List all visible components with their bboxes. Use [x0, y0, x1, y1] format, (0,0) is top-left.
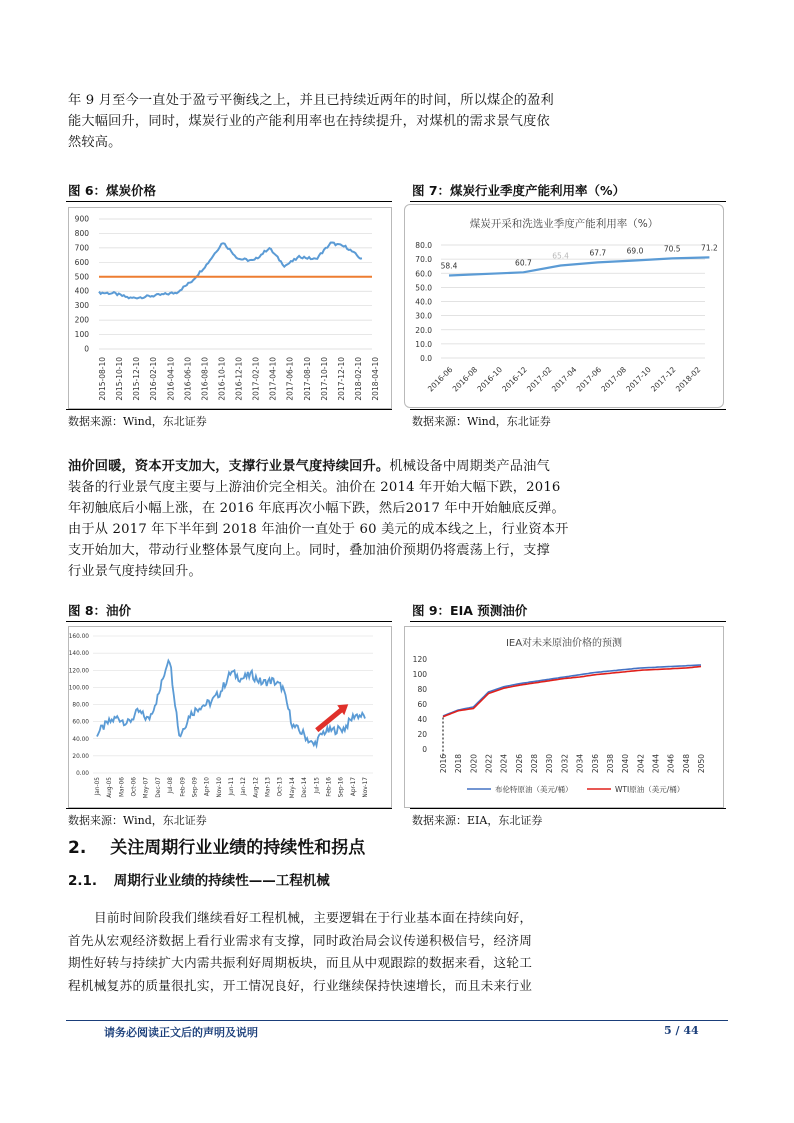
x-tick-label: 2020 [469, 754, 479, 774]
fig6-title: 图 6：煤炭价格 [68, 183, 157, 198]
x-tick-label: 2016-08-10 [200, 357, 210, 401]
x-tick-label: 2017-06-10 [285, 357, 295, 401]
x-tick-label: 2017-04 [549, 365, 579, 394]
divider [410, 808, 726, 809]
divider [410, 201, 726, 202]
y-tick-label: 80.00 [72, 702, 89, 709]
y-tick-label: 20 [417, 730, 427, 739]
x-tick-label: 2046 [666, 754, 676, 774]
x-tick-label: 2017-04-10 [268, 357, 278, 401]
oil-price-line-chart [69, 627, 391, 807]
x-tick-label: 2016 [439, 754, 448, 774]
x-tick-label: Oct-13 [277, 777, 284, 797]
x-tick-label: 2026 [514, 754, 524, 774]
section-heading [68, 833, 365, 858]
x-tick-label: 2032 [560, 754, 570, 774]
fig8-chart [68, 626, 392, 808]
x-tick-label: May-07 [143, 777, 150, 799]
y-tick-label: 10.0 [415, 339, 432, 349]
y-tick-label: 700 [74, 243, 89, 253]
x-tick-label: 2017-02-10 [251, 357, 261, 401]
x-tick-label: 2017-08-10 [302, 357, 312, 401]
fig7-chart [404, 204, 724, 408]
y-tick-label: 40.00 [72, 736, 89, 743]
y-tick-label: 70.0 [415, 255, 432, 265]
subheading-text: 周期行业业绩的持续性——工程机械 [113, 873, 330, 889]
divider [410, 621, 726, 622]
y-tick-label: 200 [74, 315, 89, 325]
data-label: 67.7 [589, 248, 607, 258]
text-line: 程机械复苏的质量很扎实，开工情况良好，行业继续保持快速增长，而且未来行业 [68, 977, 533, 993]
data-label: 71.2 [701, 243, 718, 253]
y-tick-label: 60 [417, 700, 427, 709]
x-tick-label: Nov-10 [216, 777, 223, 798]
subsection-heading [68, 869, 330, 889]
y-tick-label: 60.0 [415, 269, 432, 279]
text-line: 年初触底后小幅上涨，在 2016 年底再次小幅下跌，然后2017 年中开始触底反弹。 [68, 501, 565, 516]
text-line: 支开始加大，带动行业整体景气度向上。同时，叠加油价预期仍将震荡上行，支撑 [68, 543, 550, 558]
fig6-source: 数据来源：Wind，东北证券 [68, 415, 207, 428]
heading-text: 关注周期行业业绩的持续性和拐点 [110, 838, 366, 858]
data-label: 58.4 [440, 261, 458, 271]
x-tick-label: Aug-12 [253, 777, 260, 798]
text-span: 机械设备中周期类产品油气 [389, 459, 550, 474]
x-tick-label: 2028 [530, 754, 540, 774]
x-tick-label: Feb-16 [326, 777, 333, 797]
fig6-chart [68, 207, 392, 409]
text-line [68, 456, 598, 477]
x-tick-label: 2040 [621, 754, 631, 774]
data-label: 69.0 [626, 246, 644, 256]
x-tick-label: Dec-07 [155, 777, 162, 798]
x-tick-label: 2017-12 [649, 365, 678, 394]
x-tick-label: 2038 [605, 754, 615, 774]
y-tick-label: 600 [74, 257, 89, 267]
coal-price-line-chart [69, 208, 391, 408]
capacity-utilization-line-chart [405, 205, 723, 407]
y-tick-label: 100 [412, 670, 427, 679]
intro-paragraph [68, 90, 588, 153]
oil-paragraph [68, 456, 598, 582]
divider [410, 409, 726, 410]
x-tick-label: Sep-09 [192, 777, 199, 798]
y-tick-label: 0 [84, 344, 89, 354]
x-tick-label: 2022 [484, 754, 494, 774]
x-tick-label: 2015-10-10 [115, 357, 125, 401]
x-tick-label: 2018 [454, 754, 464, 774]
data-label: 65.4 [552, 251, 569, 261]
x-tick-label: 2016-10-10 [217, 357, 227, 401]
x-tick-label: Nov-17 [363, 777, 369, 798]
y-tick-label: 80 [417, 685, 427, 694]
x-tick-label: 2050 [697, 754, 706, 774]
y-tick-label: 60.00 [72, 719, 89, 726]
y-tick-label: 80.0 [415, 241, 432, 250]
divider [66, 409, 392, 410]
y-tick-label: 900 [74, 214, 89, 224]
oil-price-series-line [97, 661, 365, 746]
x-tick-label: 2016-12-10 [234, 357, 244, 401]
fig8-title: 图 8：油价 [68, 603, 132, 618]
x-tick-label: Jun-11 [229, 777, 235, 796]
x-tick-label: 2018-04-10 [371, 357, 380, 401]
x-tick-label: Jul-15 [314, 777, 321, 794]
text-line: 年 9 月至今一直处于盈亏平衡线之上，并且已持续近两年的时间，所以煤企的盈利 [68, 93, 554, 108]
y-tick-label: 20.00 [72, 753, 89, 760]
x-tick-label: 2024 [499, 754, 509, 774]
x-tick-label: 2017-10-10 [319, 357, 329, 401]
x-tick-label: 2044 [651, 754, 661, 774]
heading-number: 2. [68, 838, 87, 858]
text-line: 行业景气度持续回升。 [68, 564, 202, 579]
y-tick-label: 100.00 [69, 685, 89, 692]
x-tick-label: Jan-05 [95, 777, 101, 796]
x-tick-label: Feb-09 [180, 777, 187, 797]
x-tick-label: 2017-12-10 [336, 357, 346, 401]
x-tick-label: Aug-05 [107, 777, 114, 798]
section2-paragraph [68, 907, 598, 997]
x-tick-label: 2016-12 [500, 365, 529, 394]
y-tick-label: 20.0 [415, 325, 432, 335]
y-tick-label: 140.00 [69, 651, 89, 658]
y-tick-label: 500 [74, 272, 89, 282]
fig8-source: 数据来源：Wind，东北证券 [68, 814, 207, 827]
x-tick-label: Sep-16 [338, 777, 345, 798]
coal-price-series-line [99, 243, 362, 299]
chart-title: IEA对未来原油价格的预测 [505, 638, 623, 649]
x-tick-label: 2018-02 [673, 365, 703, 394]
y-tick-label: 100 [74, 330, 89, 340]
x-tick-label: 2016-02-10 [149, 357, 159, 401]
text-line: 能大幅回升，同时，煤炭行业的产能利用率也在持续提升，对煤机的需求景气度依 [68, 114, 550, 129]
y-tick-label: 40 [417, 715, 427, 724]
x-tick-label: 2030 [545, 754, 555, 774]
x-tick-label: Apr-17 [350, 777, 357, 797]
footer-disclaimer: 请务必阅读正文后的声明及说明 [104, 1026, 258, 1039]
x-tick-label: 2017-02 [525, 365, 554, 394]
x-tick-label: 2016-06-10 [183, 357, 193, 401]
divider [66, 201, 392, 202]
x-tick-label: 2034 [575, 754, 585, 774]
fig9-chart [404, 626, 724, 808]
x-tick-label: 2016-10 [475, 365, 505, 394]
y-tick-label: 0 [422, 745, 427, 754]
x-tick-label: 2016-04-10 [166, 357, 176, 401]
y-tick-label: 50.0 [415, 283, 432, 293]
x-tick-label: 2017-10 [624, 365, 653, 394]
x-tick-label: 2036 [590, 754, 600, 774]
x-tick-label: 2015-12-10 [132, 357, 142, 401]
y-tick-label: 120 [412, 655, 427, 664]
y-tick-label: 800 [74, 228, 89, 238]
y-tick-label: 40.0 [415, 297, 432, 307]
text-line: 装备的行业景气度主要与上游油价完全相关。油价在 2014 年开始大幅下跌，2016 [68, 480, 561, 495]
x-tick-label: Jan-12 [241, 777, 248, 796]
legend-label: WTI原油（美元/桶） [615, 785, 685, 794]
y-tick-label: 30.0 [415, 311, 432, 321]
fig9-source: 数据来源：EIA，东北证券 [412, 814, 543, 827]
data-label: 70.5 [663, 244, 681, 254]
divider [66, 808, 392, 809]
fig7-source: 数据来源：Wind，东北证券 [412, 415, 551, 428]
eia-forecast-line-chart [405, 627, 723, 807]
x-tick-label: 2016-08 [450, 365, 480, 394]
y-tick-label: 0.00 [76, 771, 89, 777]
y-tick-label: 300 [74, 301, 89, 311]
legend-label: 布伦特原油（美元/桶） [495, 785, 573, 794]
data-label: 60.7 [515, 258, 532, 268]
x-tick-label: 2017-06 [574, 365, 604, 394]
page-number: 5 / 44 [664, 1024, 699, 1037]
y-tick-label: 160.00 [69, 634, 89, 640]
x-tick-label: 2048 [681, 754, 691, 774]
text-line: 然较高。 [68, 135, 122, 150]
paragraph-lead: 油价回暖，资本开支加大，支撑行业景气度持续回升。 [68, 459, 390, 474]
text-line: 期性好转与持续扩大内需共振利好周期板块，而且从中观跟踪的数据来看，这轮工 [68, 955, 533, 970]
x-tick-label: 2017-08 [599, 365, 629, 394]
wti-series-line [443, 667, 701, 717]
x-tick-label: Mar-06 [119, 777, 126, 798]
x-tick-label: 2018-02-10 [353, 357, 363, 401]
y-tick-label: 400 [74, 286, 89, 296]
chart-title: 煤炭开采和洗选业季度产能利用率（%） [469, 218, 659, 230]
x-tick-label: 2042 [636, 754, 646, 774]
brent-series-line [443, 665, 701, 716]
divider [66, 621, 392, 622]
text-line: 目前时间阶段我们继续看好工程机械，主要逻辑在于行业基本面在持续向好， [94, 910, 533, 925]
x-tick-label: Mar-13 [265, 777, 272, 798]
y-tick-label: 120.00 [69, 668, 89, 675]
x-tick-label: Jul-08 [168, 777, 175, 794]
x-tick-label: 2015-08-10 [98, 357, 107, 401]
text-line: 由于从 2017 年下半年到 2018 年油价一直处于 60 美元的成本线之上，行业资本开 [68, 522, 569, 537]
fig9-title: 图 9：EIA 预测油价 [412, 603, 528, 618]
text-line: 首先从宏观经济数据上看行业需求有支撑，同时政治局会议传递积极信号，经济周 [68, 932, 533, 948]
x-tick-label: Dec-14 [302, 777, 309, 798]
x-tick-label: 2016-06 [425, 365, 455, 394]
x-tick-label: Apr-10 [204, 777, 211, 797]
y-tick-label: 0.0 [420, 354, 432, 363]
footer-rule [66, 1020, 728, 1021]
fig7-title: 图 7：煤炭行业季度产能利用率（%） [412, 183, 626, 198]
x-tick-label: May-14 [289, 777, 296, 799]
subheading-number: 2.1. [68, 873, 98, 889]
x-tick-label: Oct-06 [131, 777, 138, 797]
utilization-series-line [449, 257, 709, 275]
